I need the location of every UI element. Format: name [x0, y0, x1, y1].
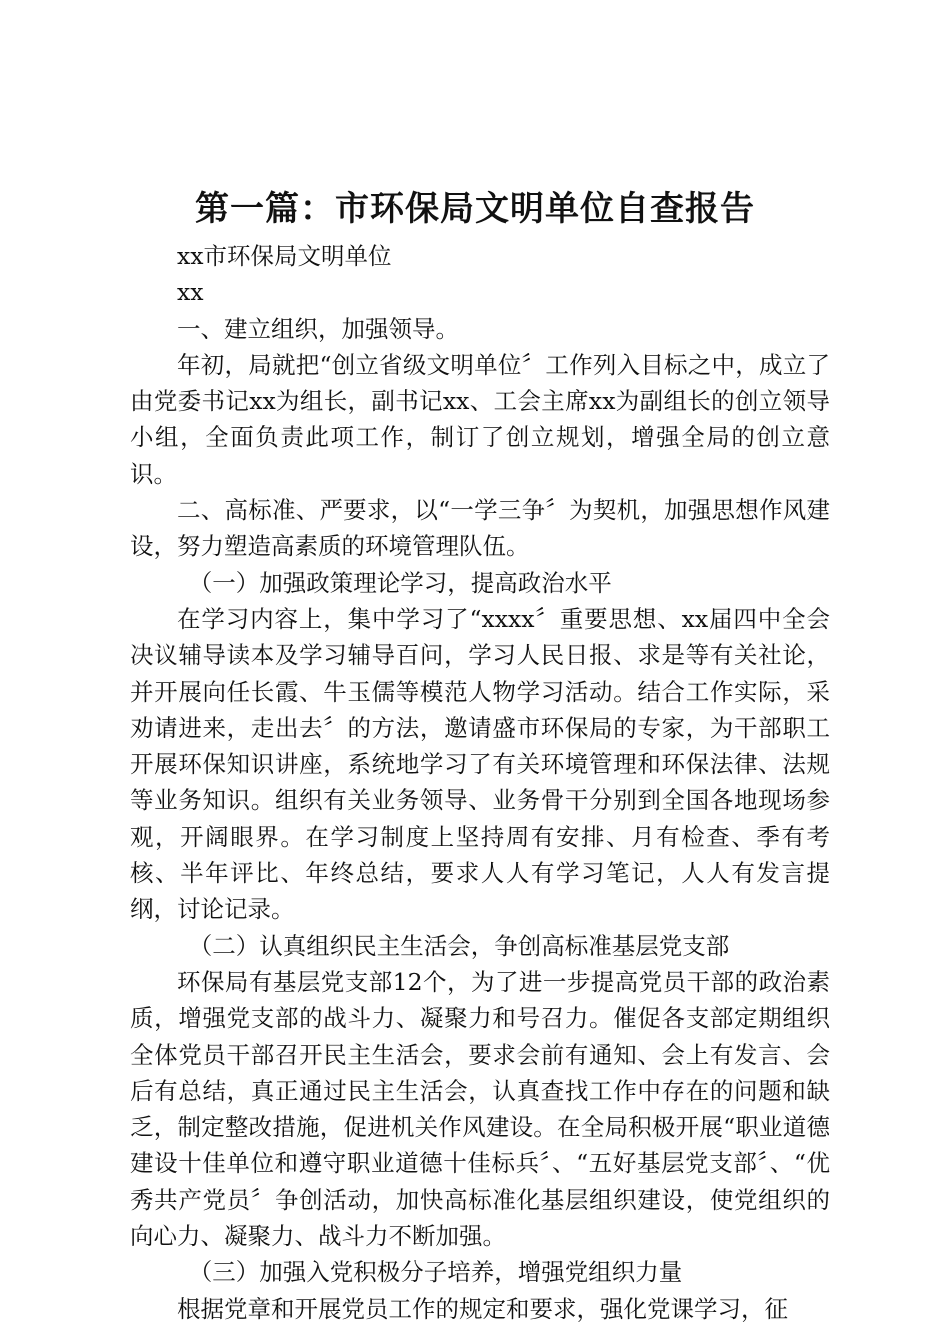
- section-heading: 二、高标准、严要求，以“一学三争〞为契机，加强思想作风建设，努力塑造高素质的环境管理队伍。: [130, 496, 830, 561]
- document-title: 第一篇：市环保局文明单位自查报告: [195, 189, 755, 229]
- subsection-heading: （二）认真组织民主生活会，争创高标准基层党支部: [188, 931, 730, 960]
- paragraph: 年初，局就把“创立省级文明单位〞工作列入目标之中，成立了由党委书记xx为组长，副书记xx、工会主席xx为副组长的创立领导小组，全面负责此项工作，制订了创立规划，增强全局的创立意识。: [130, 350, 830, 488]
- subsection-heading: （三）加强入党积极分子培养，增强党组织力量: [188, 1258, 683, 1287]
- section-heading: 一、建立组织，加强领导。: [177, 314, 459, 343]
- paragraph: 在学习内容上，集中学习了“xxxx〞重要思想、xx届四中全会决议辅导读本及学习辅导百问，学习人民日报、求是等有关社论，并开展向任长霞、牛玉儒等模范人物学习活动。结合工作实际，采劝请进来，走出去〞的方法，邀请盛市环保局的专家，为干部职工开展环保知识讲座，系统地学习了有关环境管理和环保法律、法规等业务知识。组织有关业务领导、业务骨干分别到全国各地现场参观，开阔眼界。在学习制度上坚持周有安排、月有检查、季有考核、半年评比、年终总结，要求人人有学习笔记，人人有发言提纲，讨论记录。: [130, 604, 830, 924]
- paragraph: 环保局有基层党支部12个，为了进一步提高党员干部的政治素质，增强党支部的战斗力、凝聚力和号召力。催促各支部定期组织全体党员干部召开民主生活会，要求会前有通知、会上有发言、会后有总结，真正通过民主生活会，认真查找工作中存在的问题和缺乏，制定整改措施，促进机关作风建设。在全局积极开展“职业道德建设十佳单位和遵守职业道德十佳标兵〞、“五好基层党支部〞、“优秀共产党员〞争创活动，加快高标准化基层组织建设，使党组织的向心力、凝聚力、战斗力不断加强。: [130, 967, 830, 1251]
- paragraph: xx: [177, 278, 204, 307]
- subsection-heading: （一）加强政策理论学习，提高政治水平: [188, 568, 612, 597]
- paragraph: 根据党章和开展党员工作的规定和要求，强化党课学习，征: [177, 1294, 788, 1323]
- paragraph: xx市环保局文明单位: [177, 242, 392, 270]
- document-body: [130, 238, 830, 1327]
